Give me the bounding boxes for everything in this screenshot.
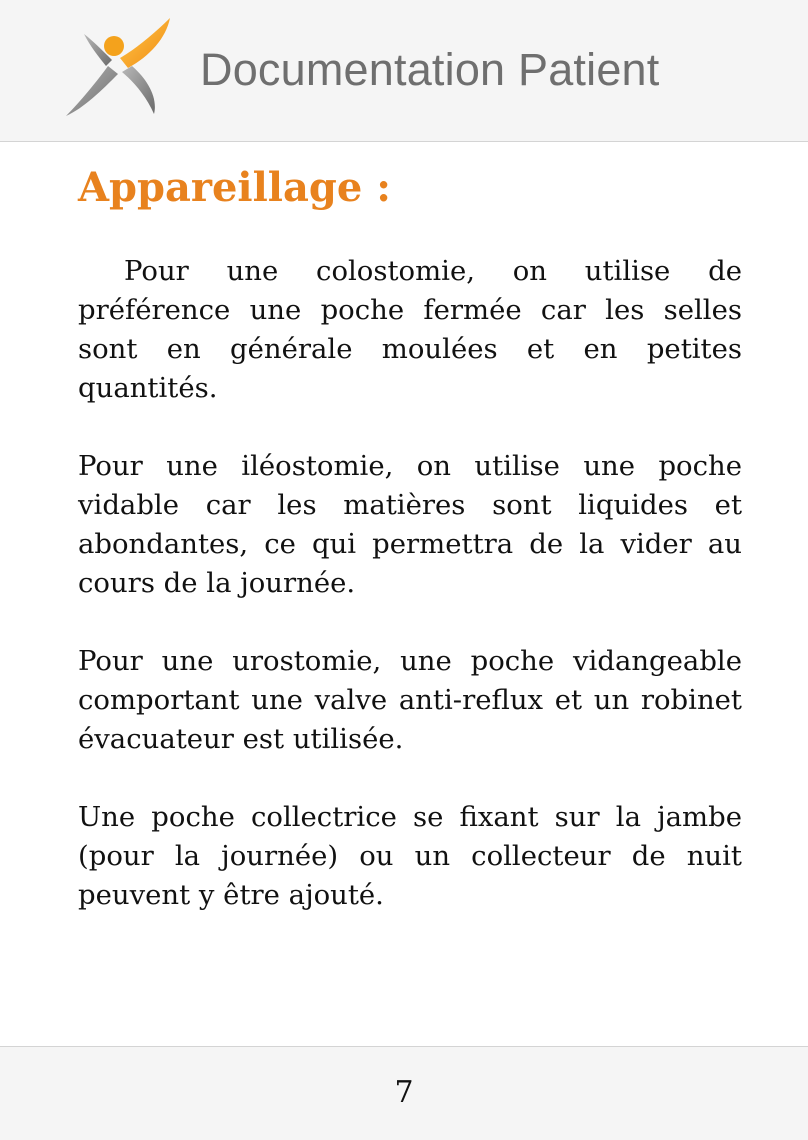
person-logo-icon bbox=[62, 16, 172, 122]
page-footer bbox=[0, 1046, 808, 1140]
brand-title: Documentation Patient bbox=[200, 44, 660, 95]
section-title: Appareillage : bbox=[78, 164, 392, 211]
page-number: 7 bbox=[394, 1075, 414, 1110]
paragraph-ileostomie: Pour une iléostomie, on utilise une poche vidable car les matières sont liquides et abondantes, ce qui permettra de la vider au cours de la journée. bbox=[78, 450, 742, 599]
paragraph-urostomie: Pour une urostomie, une poche vidangeable comportant une valve anti-reflux et un robinet évacuateur est utilisée. bbox=[78, 645, 742, 755]
page-header bbox=[0, 0, 808, 142]
paragraph-colostomie: Pour une colostomie, on utilise de préférence une poche fermée car les selles sont en générale moulées et en petites quantités. bbox=[78, 255, 742, 404]
page-content bbox=[78, 160, 742, 954]
paragraph-poche-collectrice: Une poche collectrice se fixant sur la jambe (pour la journée) ou un collecteur de nuit peuvent y être ajouté. bbox=[78, 801, 742, 911]
